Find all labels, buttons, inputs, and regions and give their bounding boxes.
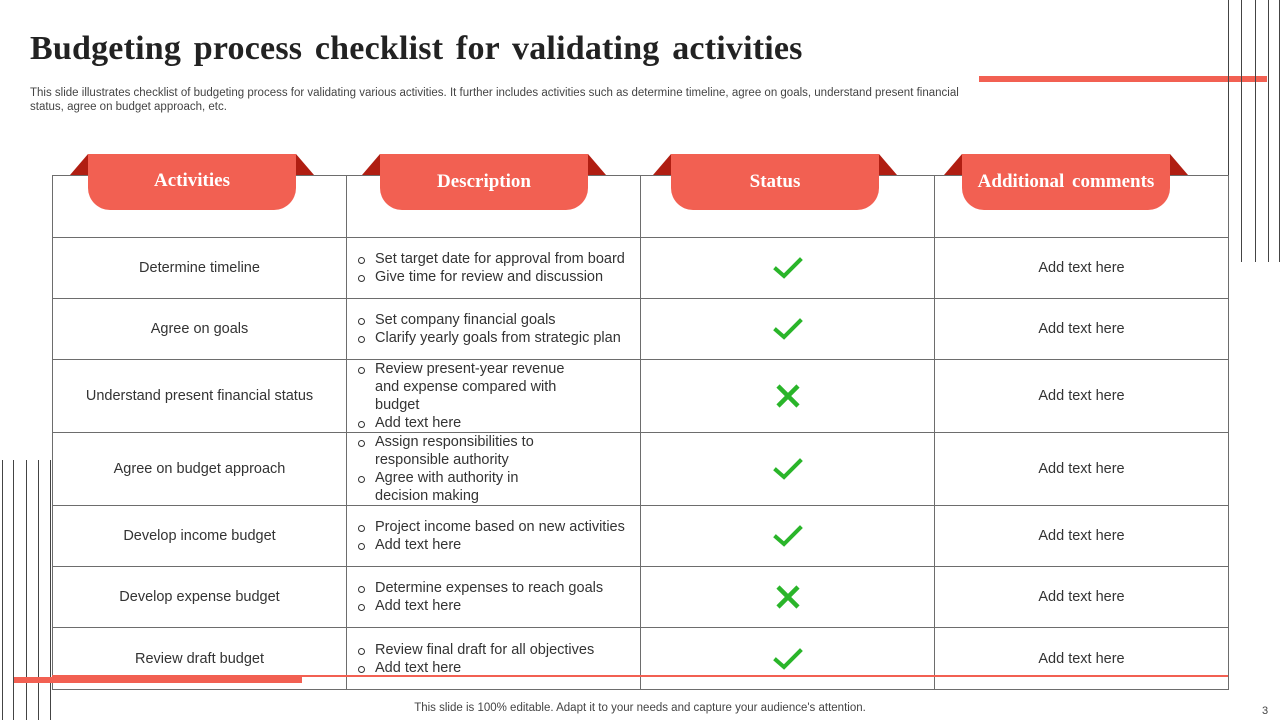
status-cell <box>641 433 935 506</box>
description-list <box>355 433 545 505</box>
description-cell <box>347 238 641 299</box>
description-cell <box>347 299 641 360</box>
accent-bar-bottom <box>14 677 302 683</box>
status-cell <box>641 299 935 360</box>
description-bullet: Set target date for approval from board <box>355 250 640 268</box>
description-list <box>355 579 640 615</box>
header-label-description: Description <box>380 154 588 210</box>
description-bullet: Clarify yearly goals from strategic plan <box>355 329 640 347</box>
activity-cell: Understand present financial status <box>53 360 347 433</box>
description-list <box>355 311 640 347</box>
status-cell <box>641 506 935 567</box>
description-bullet: Agree with authority in decision making <box>355 469 545 505</box>
description-bullet: Project income based on new activities <box>355 518 640 536</box>
comment-cell: Add text here <box>935 628 1229 690</box>
accent-bar-top <box>979 76 1267 82</box>
description-list <box>355 641 640 677</box>
description-bullet: Add text here <box>355 659 640 677</box>
comment-cell: Add text here <box>935 433 1229 506</box>
header-label-comments: Additional comments <box>962 154 1170 210</box>
description-bullet: Add text here <box>355 536 640 554</box>
description-bullet: Add text here <box>355 414 580 432</box>
activity-cell: Agree on budget approach <box>53 433 347 506</box>
description-bullet: Give time for review and discussion <box>355 268 640 286</box>
table-row <box>53 567 1229 628</box>
activity-cell: Determine timeline <box>53 238 347 299</box>
status-cell <box>641 238 935 299</box>
decor-lines-top-right <box>1228 0 1280 262</box>
check-icon <box>773 650 803 666</box>
header-tab-status <box>653 154 897 210</box>
check-icon <box>773 321 803 337</box>
description-bullet: Review present-year revenue and expense compared with budget <box>355 360 580 414</box>
activity-cell: Develop income budget <box>53 506 347 567</box>
status-cell <box>641 628 935 690</box>
description-bullet: Add text here <box>355 597 640 615</box>
status-cell <box>641 567 935 628</box>
description-cell <box>347 360 641 433</box>
description-bullet: Set company financial goals <box>355 311 640 329</box>
cross-icon <box>775 388 801 404</box>
table-row <box>53 299 1229 360</box>
table-row <box>53 433 1229 506</box>
comment-cell: Add text here <box>935 360 1229 433</box>
comment-cell: Add text here <box>935 567 1229 628</box>
comment-cell: Add text here <box>935 299 1229 360</box>
cross-icon <box>775 589 801 605</box>
header-tab-activities <box>70 154 314 210</box>
check-icon <box>773 461 803 477</box>
header-tab-description <box>362 154 606 210</box>
comment-cell: Add text here <box>935 506 1229 567</box>
header-tab-comments <box>944 154 1188 210</box>
status-cell <box>641 360 935 433</box>
check-icon <box>773 260 803 276</box>
description-cell <box>347 567 641 628</box>
description-list <box>355 518 640 554</box>
description-bullet: Assign responsibilities to responsible authority <box>355 433 545 469</box>
description-bullet: Determine expenses to reach goals <box>355 579 640 597</box>
table-row <box>53 360 1229 433</box>
header-label-activities: Activities <box>88 154 296 210</box>
slide-subtitle: This slide illustrates checklist of budgeting process for validating various activities. It further includes activities such as determine timeline, agree on goals, understand present financial status, agree on budget approach, etc. <box>30 87 959 113</box>
slide-title: Budgeting process checklist for validating activities <box>30 30 803 67</box>
description-cell <box>347 506 641 567</box>
page-number: 3 <box>1262 705 1269 717</box>
description-cell <box>347 433 641 506</box>
activity-cell: Review draft budget <box>53 628 347 690</box>
comment-cell: Add text here <box>935 238 1229 299</box>
footer-note: This slide is 100% editable. Adapt it to your needs and capture your audience's attention. <box>414 702 866 714</box>
table-row <box>53 238 1229 299</box>
description-bullet: Review final draft for all objectives <box>355 641 640 659</box>
activity-cell: Agree on goals <box>53 299 347 360</box>
table-row <box>53 506 1229 567</box>
activity-cell: Develop expense budget <box>53 567 347 628</box>
checklist-table <box>52 175 1229 690</box>
description-list <box>355 250 640 286</box>
check-icon <box>773 528 803 544</box>
description-cell <box>347 628 641 690</box>
header-label-status: Status <box>671 154 879 210</box>
description-list <box>355 360 580 432</box>
